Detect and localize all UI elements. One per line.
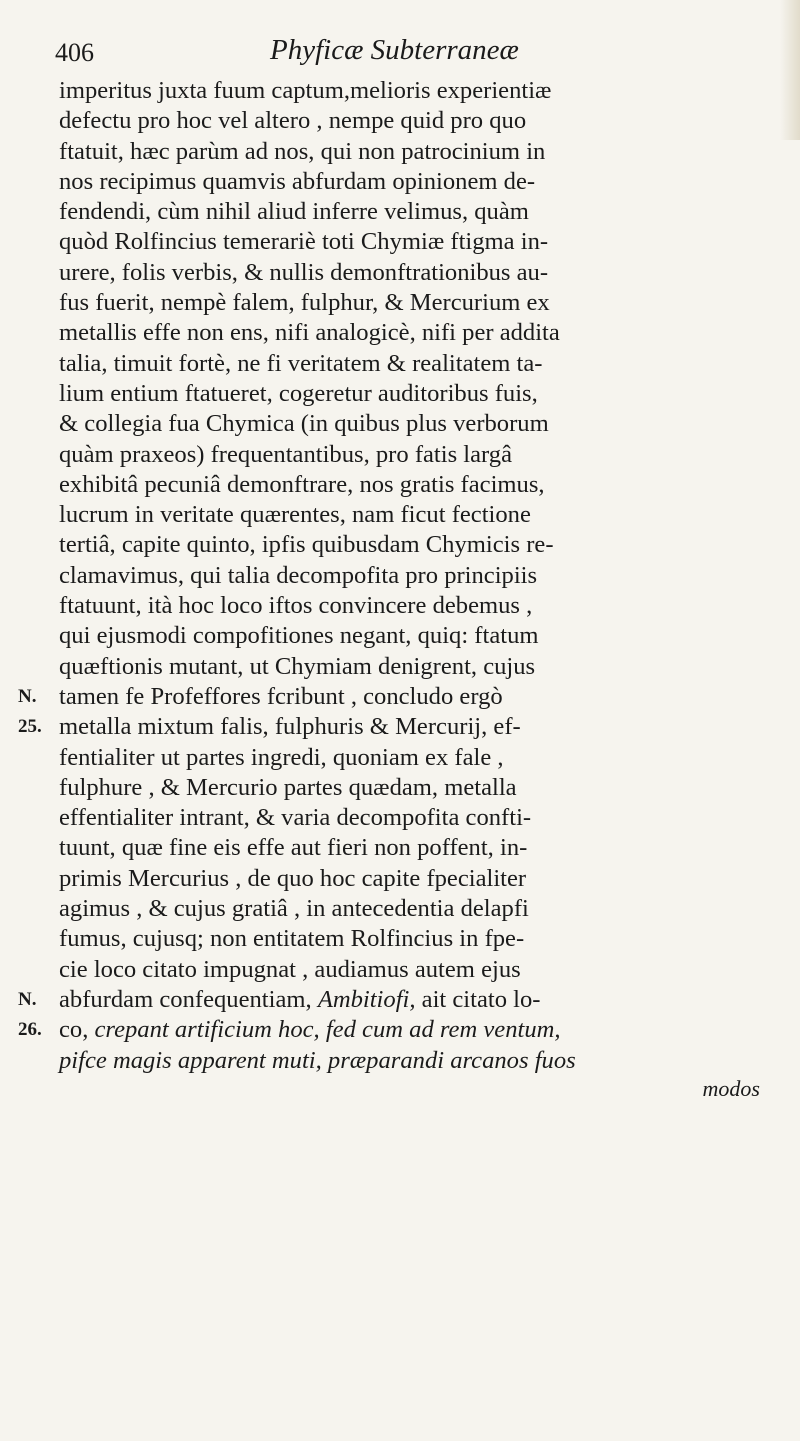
page-number: 406 — [55, 38, 94, 67]
line-text-continued: ait citato lo- — [415, 985, 541, 1013]
margin-note: N. — [18, 988, 37, 1010]
line-text: agimus , & cujus gratiâ , in antecedentia delapfi — [59, 895, 529, 923]
line-text: fus fuerit, nempè falem, fulphur, & Mercurium ex — [59, 289, 550, 317]
text-line — [40, 440, 770, 470]
line-text: lucrum in veritate quærentes, nam ficut fectione — [59, 501, 531, 529]
text-line — [40, 924, 770, 954]
margin-note: 25. — [18, 716, 42, 738]
line-text: fentialiter ut partes ingredi, quoniam ex fale , — [59, 743, 504, 771]
text-line — [40, 833, 770, 863]
text-line — [40, 379, 770, 409]
line-text: fendendi, cùm nihil aliud inferre velimus, quàm — [59, 198, 529, 226]
line-italic-text: Ambitiofi, — [317, 985, 416, 1013]
line-text: lium entium ftatueret, cogeretur auditoribus fuis, — [59, 379, 538, 407]
text-line — [40, 1046, 770, 1076]
text-line — [40, 470, 770, 500]
line-text: urere, folis verbis, & nullis demonftrationibus au- — [59, 258, 549, 286]
line-text: clamavimus, qui talia decompofita pro principiis — [59, 561, 538, 589]
text-line — [40, 773, 770, 803]
text-line — [40, 894, 770, 924]
text-line — [40, 349, 770, 379]
text-line — [40, 652, 770, 682]
line-text: imperitus juxta fuum captum,melioris experientiæ — [59, 77, 552, 104]
line-text: quæftionis mutant, ut Chymiam denigrent, cujus — [59, 652, 536, 680]
line-text: cie loco citato impugnat , audiamus autem ejus — [59, 955, 521, 983]
text-line — [40, 743, 770, 773]
line-text: quàm praxeos) frequentantibus, pro fatis largâ — [59, 440, 513, 468]
text-line — [18, 1015, 770, 1045]
text-line — [40, 288, 770, 318]
line-text: & collegia fua Chymica (in quibus plus verborum — [59, 410, 549, 438]
text-line — [18, 985, 770, 1015]
catchword: modos — [702, 1075, 760, 1101]
line-text: fulphure , & Mercurio partes quædam, metalla — [59, 773, 517, 801]
text-line — [40, 955, 770, 985]
line-text: co, — [59, 1016, 95, 1044]
text-line — [40, 409, 770, 439]
body-text — [18, 76, 770, 1101]
running-title: Phyficæ Subterraneæ — [270, 34, 519, 66]
line-text: abfurdam confequentiam, — [59, 985, 318, 1013]
line-text: metallis effe non ens, nifi analogicè, nifi per addita — [59, 319, 560, 347]
text-line — [40, 227, 770, 257]
text-line — [40, 76, 770, 106]
line-text: tertiâ, capite quinto, ipfis quibusdam Chymicis re- — [59, 531, 554, 559]
margin-note: 26. — [18, 1019, 42, 1041]
line-text: tamen fe Profeffores fcribunt , concludo ergò — [59, 682, 503, 710]
line-text: nos recipimus quamvis abfurdam opinionem de- — [59, 167, 536, 195]
text-line — [40, 137, 770, 167]
line-italic-text: pifce magis apparent muti, præparandi arcanos fuos — [59, 1046, 576, 1074]
margin-note: N. — [18, 685, 37, 707]
text-line — [18, 712, 770, 742]
text-line — [40, 530, 770, 560]
line-text: talia, timuit fortè, ne fi veritatem & realitatem ta- — [59, 349, 543, 377]
page-header — [55, 24, 755, 74]
text-line — [40, 106, 770, 136]
text-line — [40, 561, 770, 591]
line-text: metalla mixtum falis, fulphuris & Mercurij, ef- — [59, 713, 521, 741]
text-line — [40, 258, 770, 288]
line-text: ftatuit, hæc parùm ad nos, qui non patrocinium in — [59, 137, 546, 165]
page-edge-stain — [780, 0, 800, 140]
line-text: fumus, cujusq; non entitatem Rolfincius in fpe- — [59, 925, 525, 953]
line-text: defectu pro hoc vel altero , nempe quid pro quo — [59, 107, 527, 135]
text-line — [40, 167, 770, 197]
line-text: primis Mercurius , de quo hoc capite fpecialiter — [59, 864, 527, 892]
line-text: qui ejusmodi compofitiones negant, quiq: ftatum — [59, 622, 539, 650]
text-line — [40, 197, 770, 227]
line-text: quòd Rolfincius temerariè toti Chymiæ ftigma in- — [59, 228, 549, 256]
line-text: exhibitâ pecuniâ demonftrare, nos gratis facimus, — [59, 470, 545, 498]
text-line — [18, 682, 770, 712]
text-line — [40, 864, 770, 894]
line-italic-text: crepant artificium hoc, fed cum ad rem ventum, — [94, 1016, 561, 1044]
line-text: ftatuunt, ità hoc loco iftos convincere debemus , — [59, 592, 533, 620]
text-line — [40, 803, 770, 833]
line-text: effentialiter intrant, & varia decompofita confti- — [59, 804, 532, 832]
text-line — [40, 500, 770, 530]
text-line — [40, 591, 770, 621]
text-line — [40, 621, 770, 651]
text-line — [40, 318, 770, 348]
line-text: tuunt, quæ fine eis effe aut fieri non poffent, in- — [59, 834, 528, 862]
